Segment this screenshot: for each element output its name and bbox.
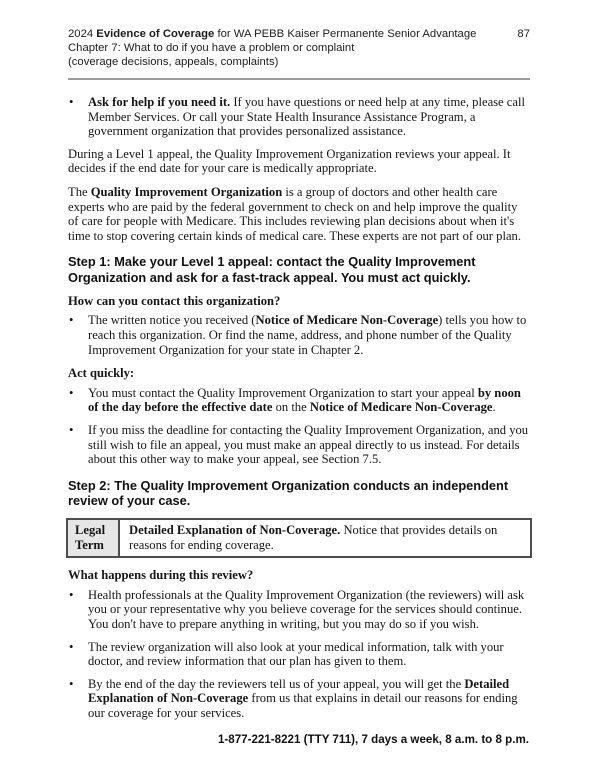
- text-run: Health professionals at the Quality Improvement Organization (the reviewers) will ask you or your representative why you believe coverage for the services should continue. You don't have to prepare anything in writing, but you may do so if you wish.: [88, 587, 525, 632]
- help-list: [68, 95, 530, 139]
- review-subheading: What happens during this review?: [68, 568, 254, 583]
- list-item: [68, 640, 530, 669]
- review-bullet-text: [88, 677, 518, 720]
- bullet-icon: •: [69, 385, 74, 400]
- paragraph-qio-description: [68, 185, 530, 243]
- bullet-icon: •: [69, 95, 74, 109]
- header-title: [68, 27, 476, 41]
- bullet-icon: •: [69, 676, 74, 691]
- text-run: 2024: [68, 28, 97, 40]
- list-item: [68, 677, 530, 721]
- bullet-icon: •: [69, 313, 74, 328]
- page-number: 87: [517, 28, 530, 40]
- list-item: [68, 423, 530, 467]
- text-run: for WA PEBB Kaiser Permanente Senior Advantage: [214, 28, 477, 40]
- header-subtitle-line: (coverage decisions, appeals, complaints): [68, 56, 279, 68]
- text-run: By the end of the day the reviewers tell us of your appeal, you will get the: [88, 676, 465, 691]
- header-chapter-line: Chapter 7: What to do if you have a problem or complaint: [68, 42, 355, 54]
- act-bullet-text: [88, 423, 528, 466]
- text-run: The review organization will also look at your medical information, talk with your doctor, and review information that our plan has given to them.: [88, 639, 504, 669]
- act-quickly-list: [68, 386, 530, 467]
- review-bullet-text: [88, 588, 524, 631]
- text-run: Ask for help if you need it.: [88, 95, 231, 109]
- text-run: from us that explains in detail our reasons for ending our coverage for your services.: [88, 691, 518, 721]
- text-run: Detailed Explanation of Non-Coverage.: [129, 523, 341, 538]
- act-quickly-subheading: Act quickly:: [68, 366, 135, 381]
- contact-subheading: How can you contact this organization?: [68, 293, 281, 308]
- list-item: [68, 588, 530, 632]
- contact-list: [68, 313, 530, 357]
- review-list: [68, 588, 530, 721]
- text-run: Quality Improvement Organization: [90, 184, 283, 199]
- act-bullet-text: [88, 386, 521, 415]
- text-run: ) tells you how to reach this organization. Or find the name, address, and phone number of the Quality Improvement Organization for your state in Chapter 2.: [88, 313, 527, 357]
- page-header: [68, 27, 530, 80]
- text-run: The written notice you received (: [88, 313, 256, 328]
- text-run: .: [492, 400, 496, 415]
- text-run: Notice of Medicare Non-Coverage: [309, 400, 493, 415]
- step1-heading: Step 1: Make your Level 1 appeal: contact the Quality Improvement Organization and ask for a fast-track appeal. You must act quickly.: [68, 254, 476, 285]
- bullet-icon: •: [69, 639, 74, 654]
- bullet-icon: •: [69, 422, 74, 437]
- text-run: Notice that provides details on reasons for ending coverage.: [129, 523, 498, 552]
- text-run: You must contact the Quality Improvement Organization to start your appeal: [88, 385, 478, 400]
- text-run: If you have questions or need help at any time, please call Member Services. Or call your State Health Insurance Assistance Program, a government organization that provides personalized assistance.: [88, 95, 525, 139]
- list-item: [68, 313, 530, 357]
- text-run: on the: [272, 400, 310, 415]
- paragraph-level1-appeal: [68, 147, 530, 176]
- text-run: If you miss the deadline for contacting the Quality Improvement Organization, and you still wish to file an appeal, you must make an appeal directly to us instead. For details about this other way to make your appeal, see Section 7.5.: [88, 422, 529, 467]
- legal-term-table: [66, 518, 532, 558]
- list-item: [68, 95, 530, 139]
- review-bullet-text: [88, 640, 504, 669]
- step2-heading: Step 2: The Quality Improvement Organization conducts an independent review of your case.: [68, 477, 509, 508]
- text-run: Detailed Explanation of Non-Coverage: [88, 676, 510, 706]
- text-run: During a Level 1 appeal, the Quality Improvement Organization reviews your appeal. It decides if the end date for your care is medically appropriate.: [68, 146, 511, 176]
- legal-term-definition-cell: [120, 520, 530, 556]
- footer-phone-line: 1-877-221-8221 (TTY 711), 7 days a week, 8 a.m. to 8 p.m.: [217, 733, 529, 747]
- document-content: [68, 80, 530, 721]
- contact-bullet-text: [88, 313, 526, 356]
- header-title-line: [68, 27, 530, 41]
- text-run: Notice of Medicare Non-Coverage: [255, 313, 439, 328]
- list-item: [68, 386, 530, 415]
- text-run: The: [68, 184, 91, 199]
- legal-term-label-cell: Legal Term: [68, 520, 120, 556]
- text-run: by noon of the day before the effective date: [88, 385, 521, 415]
- bullet-icon: •: [69, 587, 74, 602]
- help-bullet-text: [88, 95, 525, 138]
- text-run: is a group of doctors and other health care experts who are paid by the federal government to check on and help improve the quality of care for people with Medicare. This includes reviewing plan decisions about when it's time to stop covering certain kinds of medical care. These experts are not part of our plan.: [68, 184, 521, 243]
- text-run: Evidence of Coverage: [96, 28, 215, 40]
